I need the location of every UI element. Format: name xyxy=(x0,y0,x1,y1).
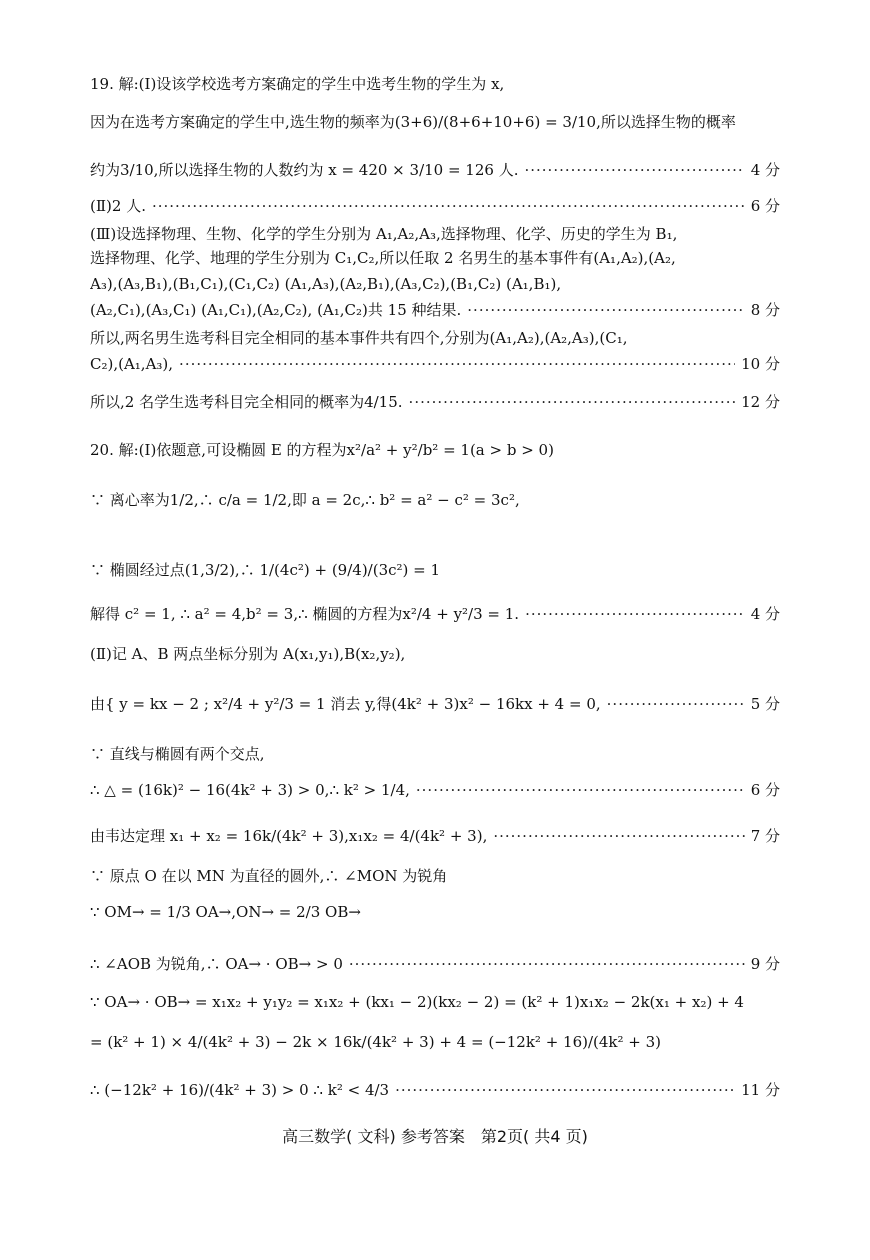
line: (A₂,C₁),(A₃,C₁) (A₁,C₁),(A₂,C₂), (A₁,C₂)共 15 种结果. ····· 8 分 xyxy=(90,300,780,320)
line: 所以,2 名学生选考科目完全相同的概率为4/15. ····· 12 分 xyxy=(90,392,780,412)
score: 4 分 xyxy=(750,161,780,179)
line: 解得 c² = 1, ∴ a² = 4,b² = 3,∴ 椭圆的方程为x²/4 + y²/3 = 1. ····· 4 分 xyxy=(90,604,780,624)
dot-leader xyxy=(524,160,744,180)
score: 8 分 xyxy=(750,301,780,319)
line: 所以,两名男生选考科目完全相同的基本事件共有四个,分别为(A₁,A₂),(A₂,A₃),(C₁, xyxy=(90,329,628,347)
line: 由{ y = kx − 2 ; x²/4 + y²/3 = 1 消去 y,得(4k² + 3)x² − 16kx + 4 = 0, ····· 5 分 xyxy=(90,694,780,714)
dot-leader xyxy=(467,300,744,320)
line: (Ⅱ)记 A、B 两点坐标分别为 A(x₁,y₁),B(x₂,y₂), xyxy=(90,645,406,663)
page-footer: 高三数学( 文科) 参考答案 第2页( 共4 页) xyxy=(282,1127,588,1146)
line: ∵ 原点 O 在以 MN 为直径的圆外,∴ ∠MON 为锐角 xyxy=(90,867,448,885)
score: 9 分 xyxy=(750,955,780,973)
line: ∵ OA→ · OB→ = x₁x₂ + y₁y₂ = x₁x₂ + (kx₁ − 2)(kx₂ − 2) = (k² + 1)x₁x₂ − 2k(x₁ + x₂) + 4 xyxy=(90,993,744,1011)
dot-leader xyxy=(409,392,736,412)
score: 7 分 xyxy=(750,827,780,845)
dot-leader xyxy=(349,954,745,974)
line: ∵ 离心率为1/2,∴ c/a = 1/2,即 a = 2c,∴ b² = a² − c² = 3c², xyxy=(90,491,520,509)
dot-leader xyxy=(525,604,745,624)
line: = (k² + 1) × 4/(4k² + 3) − 2k × 16k/(4k² + 3) + 4 = (−12k² + 16)/(4k² + 3) xyxy=(90,1033,662,1051)
dot-leader xyxy=(179,354,735,374)
score: 12 分 xyxy=(741,393,780,411)
dot-leader xyxy=(416,780,745,800)
line: 因为在选考方案确定的学生中,选生物的频率为(3+6)/(8+6+10+6) = 3/10,所以选择生物的概率 xyxy=(90,113,736,131)
score: 5 分 xyxy=(750,695,780,713)
line: 约为3/10,所以选择生物的人数约为 x = 420 × 3/10 = 126 人. ····· 4 分 xyxy=(90,160,780,180)
score: 6 分 xyxy=(750,781,780,799)
line: (Ⅱ)2 人. ····· 6 分 xyxy=(90,196,780,216)
line: ∵ 直线与椭圆有两个交点, xyxy=(90,745,265,763)
score: 10 分 xyxy=(741,355,780,373)
line: 19. 解:(Ⅰ)设该学校选考方案确定的学生中选考生物的学生为 x, xyxy=(90,75,505,93)
line: C₂),(A₁,A₃), ····· 10 分 xyxy=(90,354,780,374)
dot-leader xyxy=(395,1080,735,1100)
line: 选择物理、化学、地理的学生分别为 C₁,C₂,所以任取 2 名男生的基本事件有(A₁,A₂),(A₂, xyxy=(90,249,676,267)
line: ∵ 椭圆经过点(1,3/2),∴ 1/(4c²) + (9/4)/(3c²) = 1 xyxy=(90,561,441,579)
line: ∴ ∠AOB 为锐角,∴ OA→ · OB→ > 0 ····· 9 分 xyxy=(90,954,780,974)
line: ∴ (−12k² + 16)/(4k² + 3) > 0 ∴ k² < 4/3 ····· 11 分 xyxy=(90,1080,780,1100)
line: A₃),(A₃,B₁),(B₁,C₁),(C₁,C₂) (A₁,A₃),(A₂,B₁),(A₃,C₂),(B₁,C₂) (A₁,B₁), xyxy=(90,275,562,293)
dot-leader xyxy=(152,196,745,216)
line: ∴ △ = (16k)² − 16(4k² + 3) > 0,∴ k² > 1/4, ····· 6 分 xyxy=(90,780,780,800)
line: 20. 解:(Ⅰ)依题意,可设椭圆 E 的方程为x²/a² + y²/b² = 1(a > b > 0) xyxy=(90,441,554,459)
score: 4 分 xyxy=(750,605,780,623)
line: 由韦达定理 x₁ + x₂ = 16k/(4k² + 3),x₁x₂ = 4/(4k² + 3), ····· 7 分 xyxy=(90,826,780,846)
dot-leader xyxy=(493,826,744,846)
line: ∵ OM→ = 1/3 OA→,ON→ = 2/3 OB→ xyxy=(90,903,361,921)
dot-leader xyxy=(607,694,745,714)
line: (Ⅲ)设选择物理、生物、化学的学生分别为 A₁,A₂,A₃,选择物理、化学、历史的学生为 B₁, xyxy=(90,225,678,243)
score: 11 分 xyxy=(741,1081,780,1099)
score: 6 分 xyxy=(750,197,780,215)
